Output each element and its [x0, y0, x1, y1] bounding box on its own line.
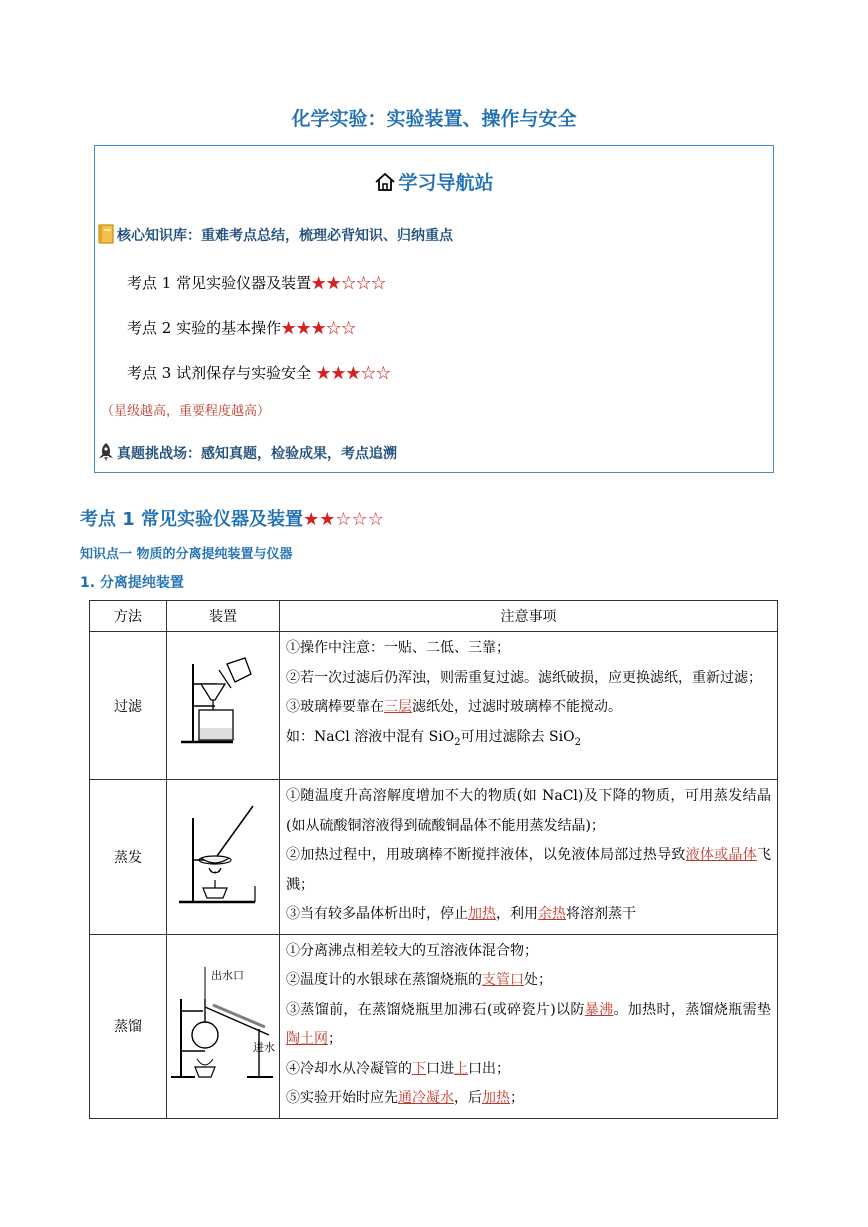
note-text: 口出；	[468, 1060, 510, 1077]
knowledge-point-heading: 知识点一 物质的分离提纯装置与仪器	[80, 547, 293, 562]
note-text: 口进	[426, 1060, 454, 1077]
book-icon	[97, 224, 115, 244]
nav-point-3	[127, 362, 391, 383]
note-text: 如：NaCl 溶液中混有 SiO	[286, 728, 455, 745]
note-text: 飞溅；	[286, 847, 772, 893]
nav-point-stars: ★★★☆☆	[281, 319, 357, 337]
subsection-heading: 1. 分离提纯装置	[80, 575, 184, 591]
note-text: ；	[510, 1090, 524, 1106]
practice-line	[97, 442, 397, 463]
table-row	[90, 780, 778, 935]
note-line	[286, 1055, 771, 1085]
star-note: （星级越高，重要程度越高）	[101, 404, 271, 419]
note-text: ③当有较多晶体析出时，停止	[286, 906, 468, 922]
note-text: ②温度计的水银球在蒸馏烧瓶的	[286, 972, 482, 988]
separation-table	[89, 600, 778, 1119]
subscript: 2	[454, 736, 461, 748]
note-text: 将溶剂蒸干	[566, 906, 636, 922]
header-notes: 注意事项	[280, 601, 778, 632]
note-line: ②若一次过滤后仍浑浊，则需重复过滤。滤纸破损，应更换滤纸，重新过滤；	[286, 669, 762, 686]
notes-cell	[280, 632, 778, 780]
note-line	[286, 723, 771, 757]
nav-point-1	[127, 272, 386, 293]
nav-point-2	[127, 317, 356, 338]
header-apparatus: 装置	[167, 601, 280, 632]
key-term: 通冷凝水	[398, 1090, 454, 1106]
key-term: 暴沸	[584, 1001, 614, 1018]
key-term: 下	[412, 1060, 426, 1077]
note-text: ，利用	[496, 906, 538, 922]
key-term: 加热	[482, 1090, 510, 1106]
table-row	[90, 632, 778, 780]
key-term: 三层	[384, 699, 412, 715]
note-text: ；	[328, 1031, 342, 1047]
filtration-apparatus-image	[175, 654, 271, 754]
note-text: 滤纸处，过滤时玻璃棒不能搅动。	[412, 699, 622, 715]
page-title: 化学实验：实验装置、操作与安全	[291, 108, 577, 130]
distillation-apparatus-image	[169, 959, 277, 1089]
note-line	[286, 693, 771, 723]
note-line: ①随温度升高溶解度增加不大的物质(如 NaCl)及下降的物质，可用蒸发结晶(如从硫酸铜溶液得到硫酸铜晶体不能用蒸发结晶)；	[286, 788, 771, 834]
knowledge-base-line	[97, 224, 453, 245]
nav-point-label: 考点 1 常见实验仪器及装置	[127, 274, 312, 292]
table-header-row	[90, 601, 778, 632]
nav-point-label: 考点 3 试剂保存与实验安全	[127, 364, 316, 382]
inlet-label: 进水	[253, 1041, 275, 1054]
note-line	[286, 966, 771, 996]
home-icon	[374, 171, 396, 193]
key-term: 余热	[538, 906, 566, 922]
method-cell: 过滤	[90, 632, 167, 780]
section-heading-text: 考点 1 常见实验仪器及装置	[80, 509, 304, 530]
note-line: ①分离沸点相差较大的互溶液体混合物；	[286, 942, 538, 959]
note-line	[286, 1084, 771, 1114]
outlet-label: 出水口	[211, 969, 244, 982]
key-term: 液体或晶体	[685, 847, 758, 863]
note-line	[286, 900, 771, 930]
apparatus-cell	[167, 934, 280, 1118]
nav-point-stars: ★★☆☆☆	[311, 274, 387, 292]
nav-point-label: 考点 2 实验的基本操作	[127, 319, 282, 337]
note-line: ①操作中注意：一贴、二低、三靠；	[286, 640, 510, 656]
note-text: ③蒸馏前，在蒸馏烧瓶里加沸石(或碎瓷片)以防	[286, 1001, 585, 1018]
rocket-icon	[97, 442, 115, 462]
note-text: ，后	[454, 1090, 482, 1106]
note-text: ⑤实验开始时应先	[286, 1090, 398, 1106]
key-term: 陶土网	[286, 1031, 328, 1047]
note-text: ②加热过程中，用玻璃棒不断搅拌液体，以免液体局部过热导致	[286, 847, 686, 863]
apparatus-cell	[167, 780, 280, 935]
method-cell: 蒸馏	[90, 934, 167, 1118]
practice-text: 真题挑战场：感知真题，检验成果，考点追溯	[117, 446, 397, 462]
section-stars: ★★☆☆☆	[303, 509, 384, 530]
header-method: 方法	[90, 601, 167, 632]
section-heading	[80, 505, 384, 531]
method-cell: 蒸发	[90, 780, 167, 935]
apparatus-cell	[167, 632, 280, 780]
note-text: ③玻璃棒要靠在	[286, 699, 384, 715]
nav-heading	[95, 168, 773, 195]
nav-heading-text: 学习导航站	[398, 172, 494, 194]
subscript: 2	[574, 736, 581, 748]
note-text: 可用过滤除去 SiO	[460, 728, 575, 745]
knowledge-base-text: 核心知识库：重难考点总结，梳理必背知识、归纳重点	[117, 228, 453, 244]
key-term: 支管口	[482, 972, 524, 988]
notes-cell	[280, 934, 778, 1118]
note-line	[286, 841, 771, 900]
note-text: 处；	[524, 972, 552, 988]
note-line	[286, 996, 771, 1055]
key-term: 加热	[468, 906, 496, 922]
note-text: ④冷却水从冷凝管的	[286, 1060, 412, 1077]
study-navigation-box	[94, 145, 774, 473]
table-row	[90, 934, 778, 1118]
notes-cell	[280, 780, 778, 935]
key-term: 上	[454, 1060, 468, 1077]
nav-point-stars: ★★★☆☆	[315, 364, 391, 382]
note-text: 。加热时，蒸馏烧瓶需垫	[613, 1001, 772, 1018]
evaporation-apparatus-image	[175, 800, 271, 910]
